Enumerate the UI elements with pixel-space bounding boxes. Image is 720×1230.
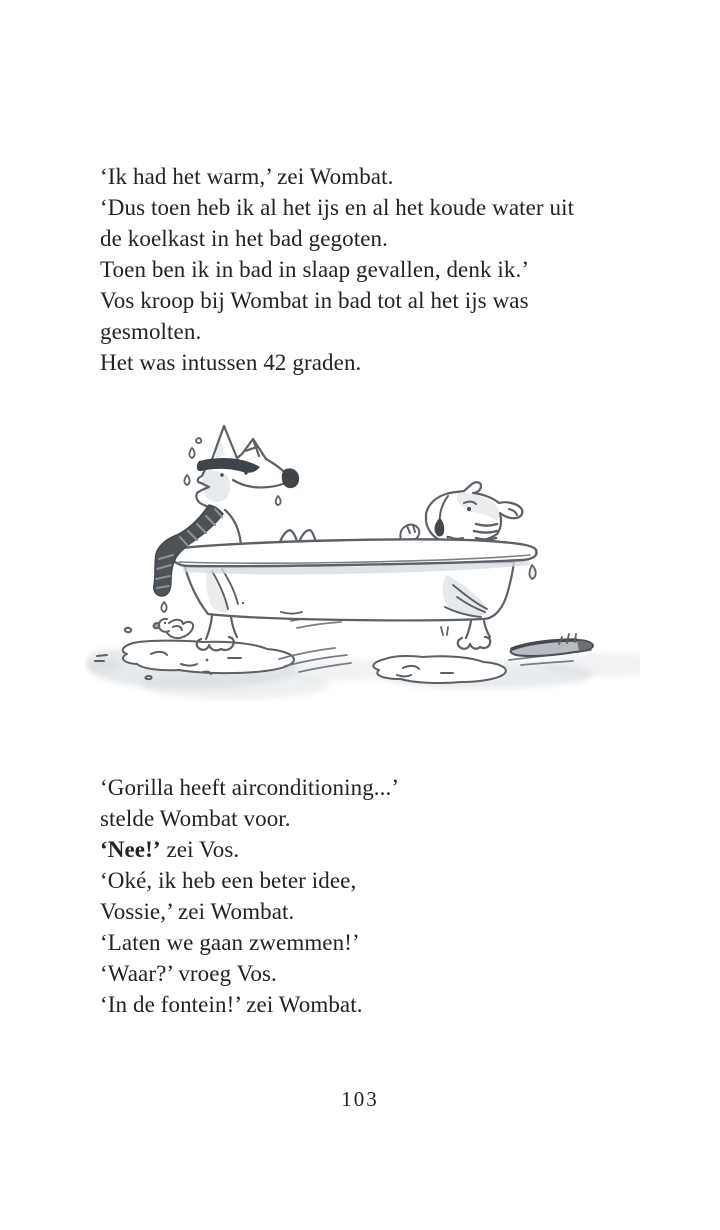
bold-exclamation: ‘Nee!’ <box>100 837 161 862</box>
story-line: Het was intussen 42 graden. <box>100 350 362 375</box>
wombat-eye <box>467 507 471 511</box>
story-line: gesmolten. <box>100 319 202 344</box>
fox-eye <box>220 473 223 476</box>
scrub-board <box>511 634 593 656</box>
water-drop-tail <box>161 602 166 612</box>
story-line: ‘In de fontein!’ zei Wombat. <box>100 992 363 1017</box>
bathtub <box>170 539 536 650</box>
story-line: stelde Wombat voor. <box>100 806 291 831</box>
story-paragraph-1 <box>100 161 574 378</box>
story-line-bold <box>100 834 399 865</box>
page-number: 103 <box>341 1087 379 1111</box>
story-line: ‘Waar?’ vroeg Vos. <box>100 961 277 986</box>
story-line: Vos kroop bij Wombat in bad tot al het ijs was <box>100 288 529 313</box>
rubber-duck <box>154 619 194 638</box>
wombat <box>400 482 522 542</box>
story-line: de koelkast in het bad gegoten. <box>100 226 388 251</box>
story-paragraph-2 <box>100 772 399 1020</box>
bathtub-illustration-svg <box>85 413 640 708</box>
bold-line-rest: zei Vos. <box>160 837 240 862</box>
story-line: Toen ben ik in bad in slaap gevallen, denk ik.’ <box>100 257 530 282</box>
story-line: ‘Ik had het warm,’ zei Wombat. <box>100 164 394 189</box>
story-line: ‘Gorilla heeft airconditioning...’ <box>100 775 400 800</box>
bathtub-illustration <box>85 413 640 708</box>
water-drop-rim <box>529 565 535 579</box>
story-line: ‘Oké, ik heb een beter idee, <box>100 868 357 893</box>
story-line: ‘Dus toen heb ik al het ijs en al het koude water uit <box>100 195 575 220</box>
fox-arm-top <box>266 459 283 471</box>
story-line: Vossie,’ zei Wombat. <box>100 899 295 924</box>
story-line: ‘Laten we gaan zwemmen!’ <box>100 930 360 955</box>
fox-eye <box>244 471 247 474</box>
fox-paw-pad <box>282 468 299 488</box>
